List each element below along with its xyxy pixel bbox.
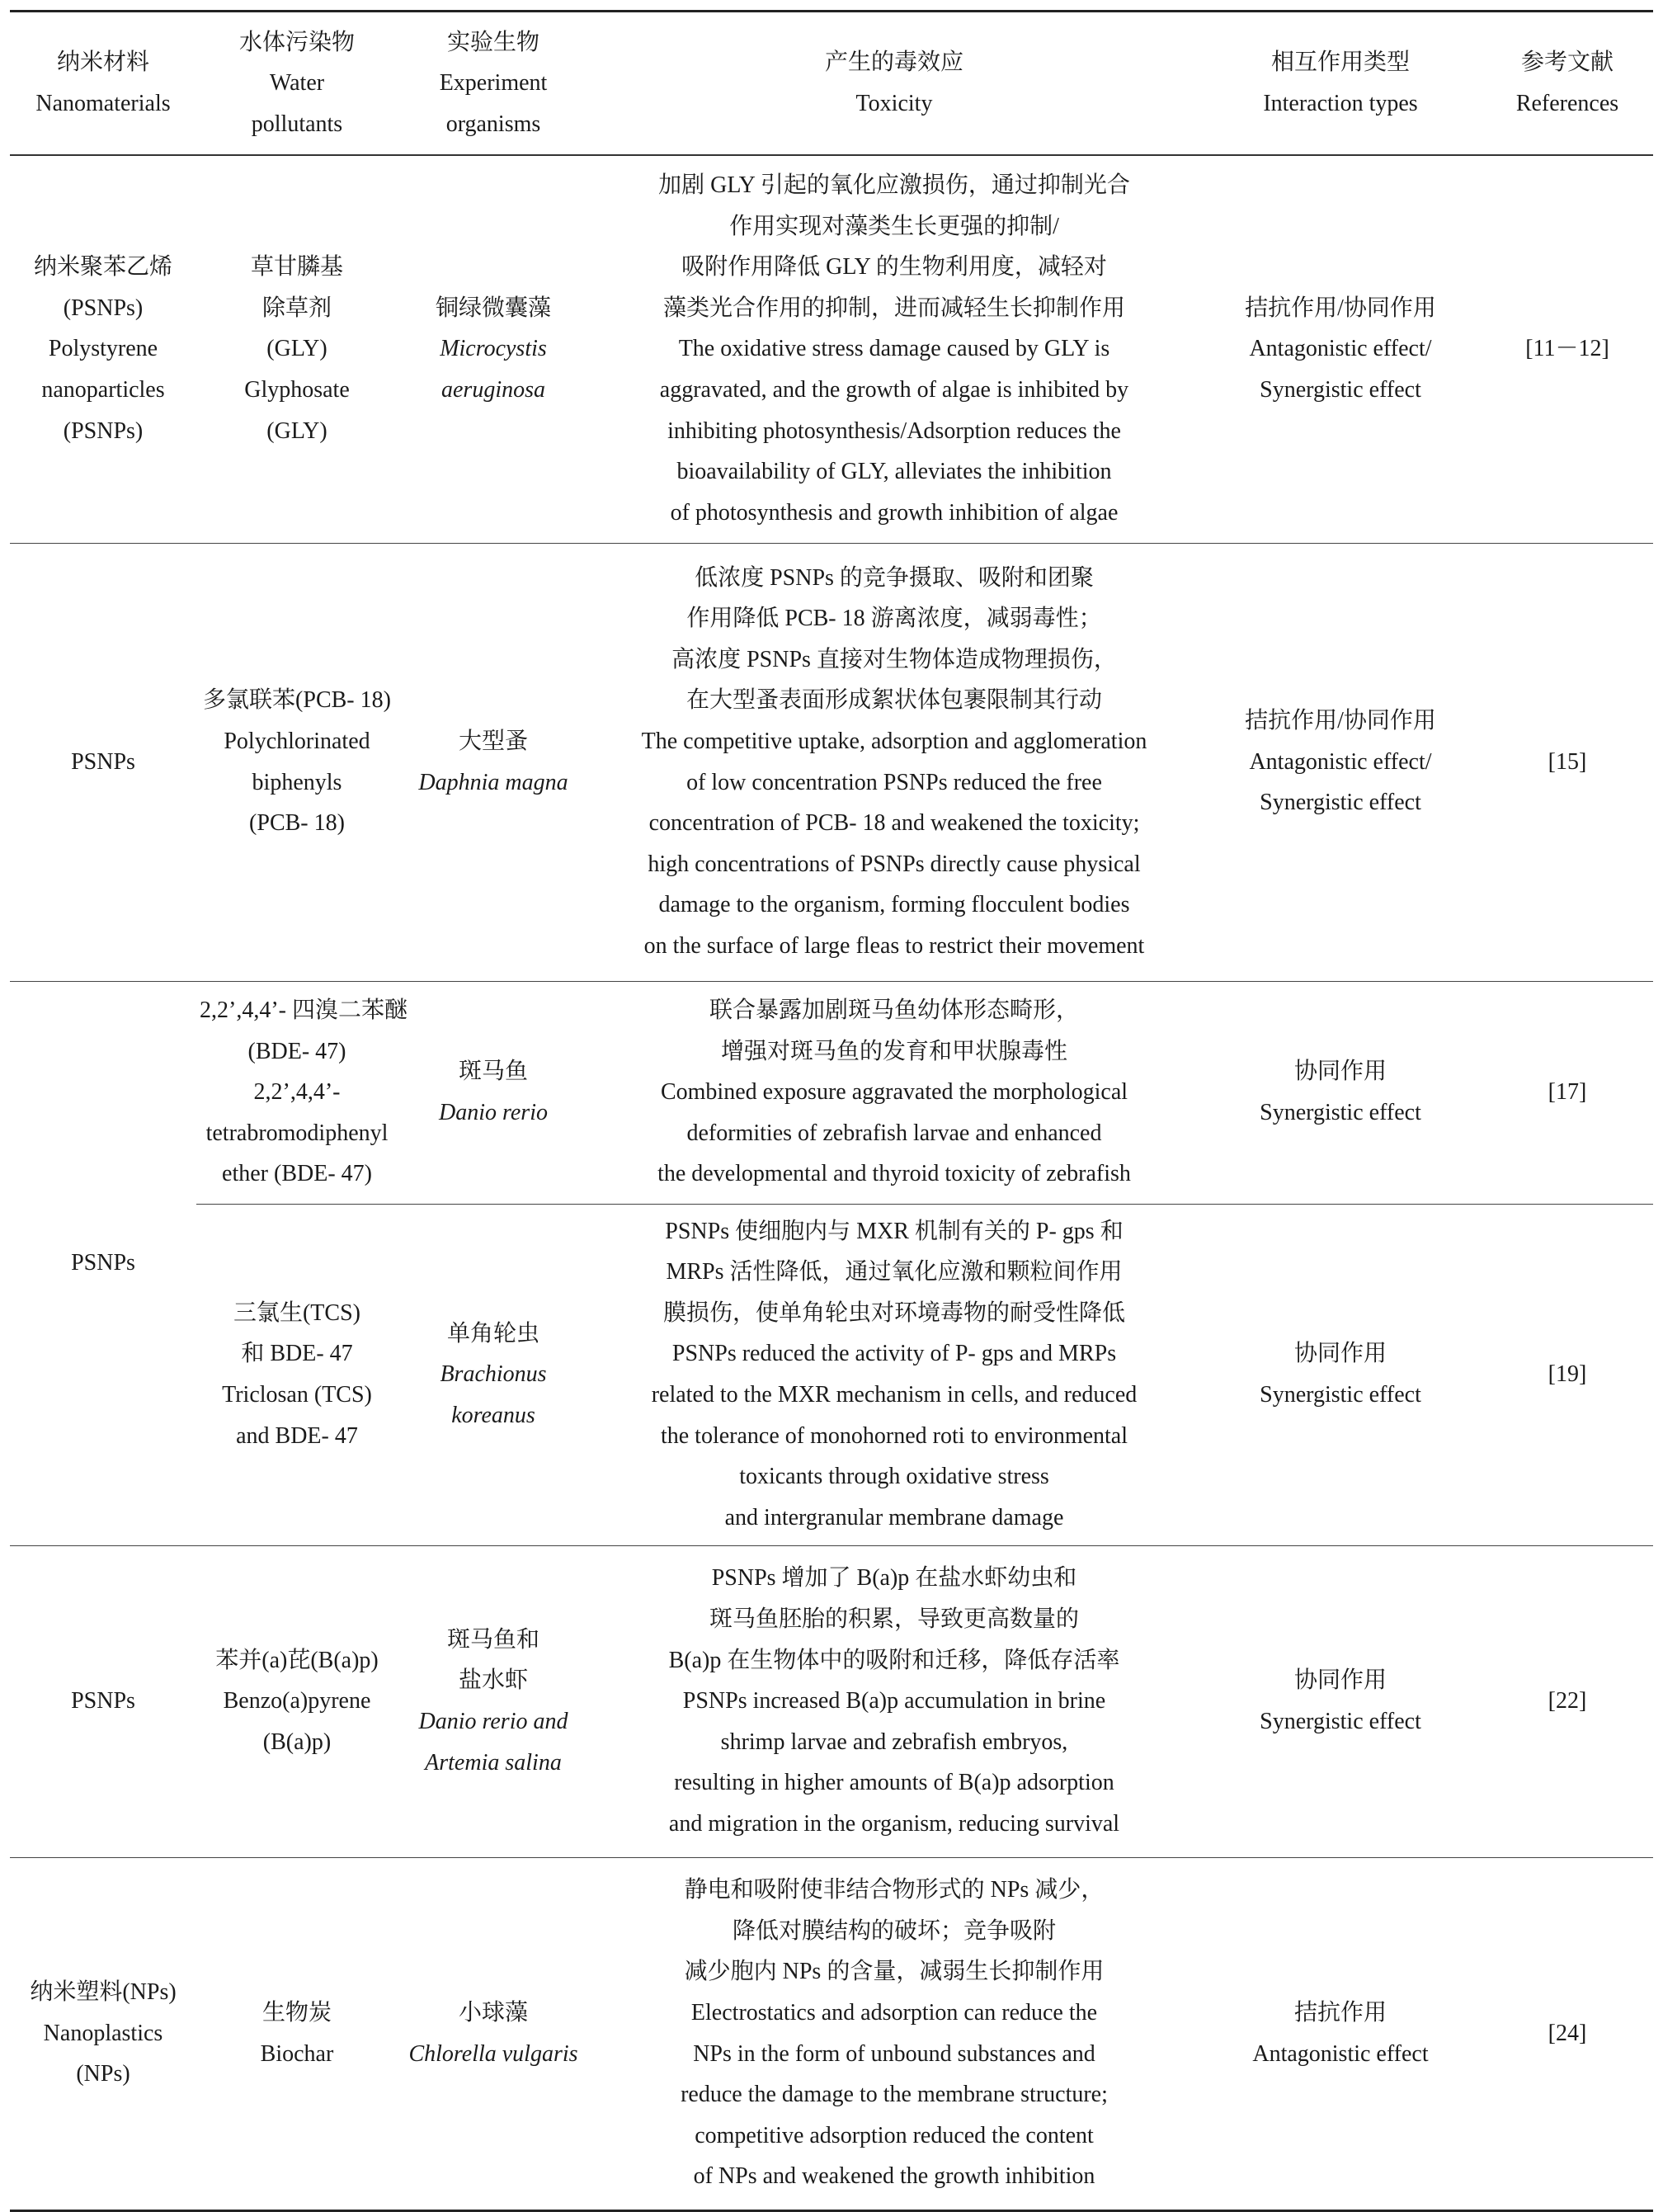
organism-cell: 斑马鱼 Danio rerio	[398, 981, 589, 1204]
nanomaterial-cell: 纳米塑料(NPs) Nanoplastics (NPs)	[10, 1857, 196, 2210]
interaction-cell: 协同作用 Synergistic effect	[1199, 1204, 1482, 1545]
nanomaterial-cell: 纳米聚苯乙烯 (PSNPs) Polystyrene nanoparticles (PSNPs)	[33, 254, 172, 444]
nanomaterial-cell: PSNPs	[10, 1545, 196, 1857]
organism-cell: 斑马鱼和 盐水虾 Danio rerio and Artemia salina	[398, 1545, 589, 1857]
pollutant-cell: 多氯联苯(PCB- 18) Polychlorinated biphenyls (PCB- 18)	[196, 543, 398, 981]
organism-cell: 铜绿微囊藻 Microcystis aeruginosa	[435, 295, 551, 403]
table-row	[10, 1857, 1653, 2210]
toxicity-cell: PSNPs 增加了 B(a)p 在盐水虾幼虫和 斑马鱼胚胎的积累，导致更高数量的 B(a)p 在生物体中的吸附和迁移，降低存活率 PSNPs increased B(a)p accumulation in brine shrimp larvae and zebrafish embryos, resulting in higher amounts of B(a)p adsorption and migration in the organism, reducing survival	[589, 1545, 1199, 1857]
organism-cell: 单角轮虫 Brachionus koreanus	[398, 1204, 589, 1545]
nanomaterial-cell: PSNPs	[10, 981, 196, 1545]
header-experiment-organisms: 实验生物 Experiment organisms	[398, 12, 589, 156]
table-row	[10, 543, 1653, 981]
table-row	[10, 1545, 1653, 1857]
reference-cell: [15]	[1482, 543, 1653, 981]
pollutant-cell: 草甘膦基 除草剂 (GLY) Glyphosate (GLY)	[244, 254, 350, 444]
interaction-cell: 拮抗作用 Antagonistic effect	[1199, 1857, 1482, 2210]
pollutant-cell: 苯并(a)芘(B(a)p) Benzo(a)pyrene (B(a)p)	[196, 1545, 398, 1857]
header-water-pollutants: 水体污染物 Water pollutants	[196, 12, 398, 156]
toxicity-cell: 加剧 GLY 引起的氧化应激损伤，通过抑制光合 作用实现对藻类生长更强的抑制/ 吸附作用降低 GLY 的生物利用度，减轻对 藻类光合作用的抑制，进而减轻生长抑制作用 The oxidative stress damage caused by GLY is aggravated, and the growth of algae is inhibited by inhibiting photosynthesis/Adsorption reduces the bioavailability of GLY, alleviates the inhibition of photosynthesis and growth inhibition of algae	[658, 172, 1130, 526]
toxicity-cell: 联合暴露加剧斑马鱼幼体形态畸形， 增强对斑马鱼的发育和甲状腺毒性 Combined exposure aggravated the morphological deformities of zebrafish larvae and enhanced the developmental and thyroid toxicity of zebrafish	[589, 981, 1199, 1204]
table-row	[10, 1204, 1653, 1545]
header-row	[10, 12, 1653, 156]
reference-cell: [11－12]	[1525, 336, 1609, 362]
organism-cell: 大型蚤 Daphnia magna	[398, 543, 589, 981]
header-interaction-types: 相互作用类型 Interaction types	[1199, 12, 1482, 156]
interaction-cell: 协同作用 Synergistic effect	[1199, 1545, 1482, 1857]
pollutant-cell: 三氯生(TCS) 和 BDE- 47 Triclosan (TCS) and BDE- 47	[196, 1204, 398, 1545]
table-row	[10, 981, 1653, 1204]
toxicity-cell: 静电和吸附使非结合物形式的 NPs 减少， 降低对膜结构的破坏；竞争吸附 减少胞内 NPs 的含量，减弱生长抑制作用 Electrostatics and adsorption can reduce the NPs in the form of unbound substances and reduce the damage to the membrane structure; competitive adsorption reduced the content of NPs and weakened the growth inhibition	[589, 1857, 1199, 2210]
organism-cell: 小球藻 Chlorella vulgaris	[398, 1857, 589, 2210]
reference-cell: [24]	[1482, 1857, 1653, 2210]
toxicity-cell: PSNPs 使细胞内与 MXR 机制有关的 P- gps 和 MRPs 活性降低，通过氧化应激和颗粒间作用 膜损伤，使单角轮虫对环境毒物的耐受性降低 PSNPs reduced the activity of P- gps and MRPs related to the MXR mechanism in cells, and reduced the tolerance of monohorned roti to environmental toxicants through oxidative stress and intergranular membrane damage	[589, 1204, 1199, 1545]
interaction-cell: 拮抗作用/协同作用 Antagonistic effect/ Synergistic effect	[1199, 543, 1482, 981]
reference-cell: [22]	[1482, 1545, 1653, 1857]
interaction-cell: 拮抗作用/协同作用 Antagonistic effect/ Synergistic effect	[1245, 295, 1436, 403]
header-references: 参考文献 References	[1482, 12, 1653, 156]
organism-latin-name: Danio rerio and	[418, 1709, 568, 1734]
toxicity-table	[10, 10, 1653, 2212]
nanomaterial-cell: PSNPs	[10, 543, 196, 981]
header-nanomaterials: 纳米材料 Nanomaterials	[10, 12, 196, 156]
reference-cell: [19]	[1482, 1204, 1653, 1545]
pollutant-cell: 2,2’,4,4’- 四溴二苯醚 (BDE- 47) 2,2’,4,4’- tetrabromodiphenyl ether (BDE- 47)	[196, 981, 398, 1204]
toxicity-cell: 低浓度 PSNPs 的竞争摄取、吸附和团聚 作用降低 PCB- 18 游离浓度，减弱毒性； 高浓度 PSNPs 直接对生物体造成物理损伤， 在大型蚤表面形成絮状体包裹限制其行动 The competitive uptake, adsorption and agglomeration of low concentration PSNPs reduced the free concentration of PCB- 18 and weakened the toxicity; high concentrations of PSNPs directly cause physical damage to the organism, forming flocculent bodies on the surface of large fleas to restrict their movement	[589, 543, 1199, 981]
header-toxicity: 产生的毒效应 Toxicity	[589, 12, 1199, 156]
interaction-cell: 协同作用 Synergistic effect	[1199, 981, 1482, 1204]
pollutant-cell: 生物炭 Biochar	[196, 1857, 398, 2210]
reference-cell: [17]	[1482, 981, 1653, 1204]
table-row	[10, 155, 1653, 543]
